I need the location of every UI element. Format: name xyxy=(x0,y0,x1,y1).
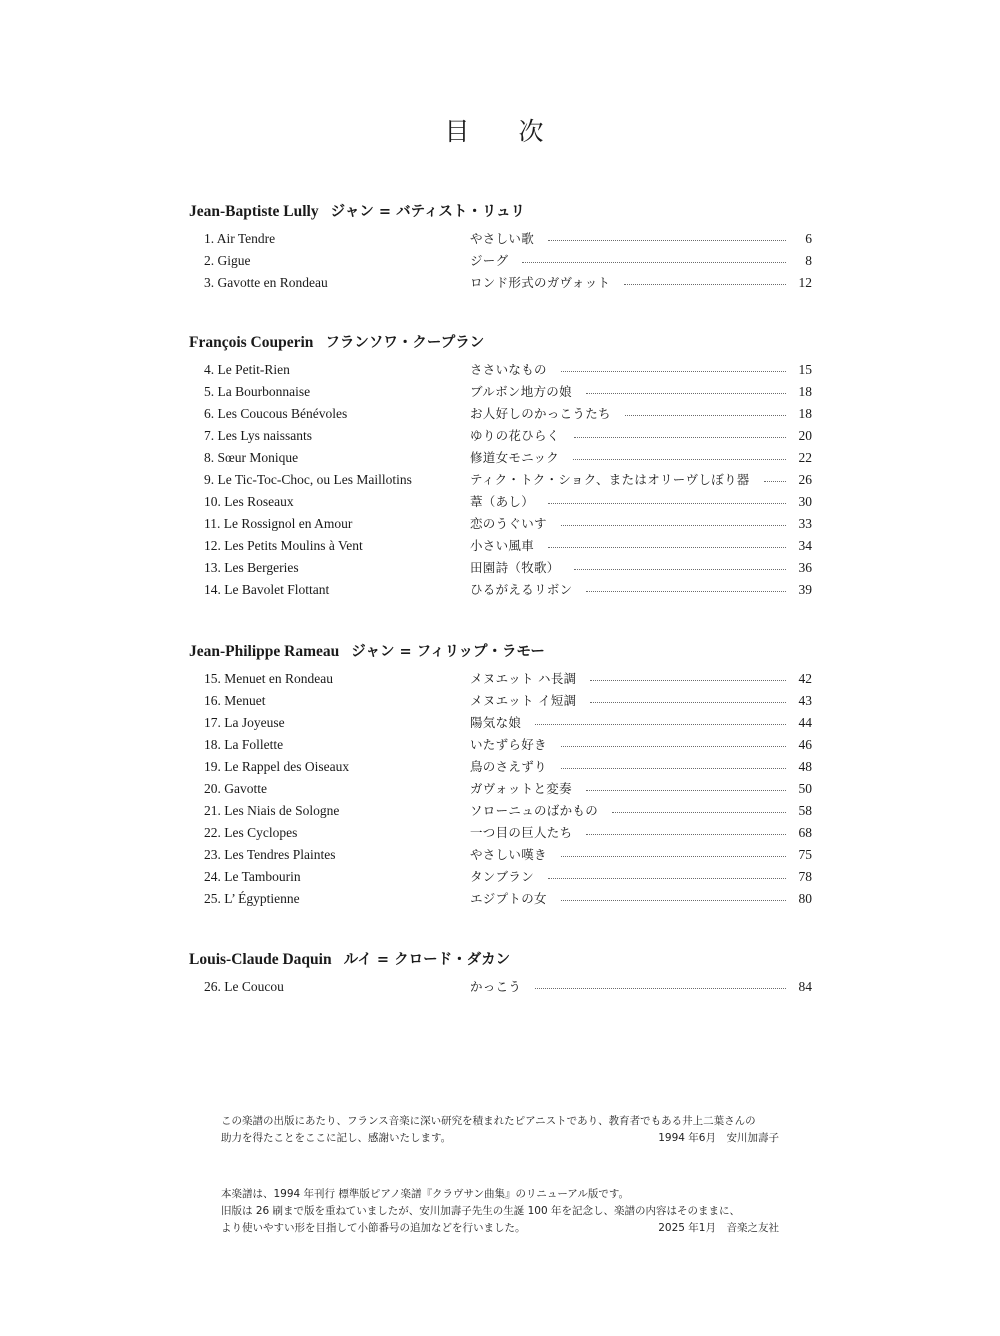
toc-entry xyxy=(189,866,814,888)
piece-title-french: 22. Les Cyclopes xyxy=(204,825,298,840)
page-number: 46 xyxy=(798,737,812,752)
piece-title-japanese: メヌエット ハ長調 xyxy=(470,671,577,686)
acknowledgement-line-2: 助力を得たことをここに記し、感謝いたします。 xyxy=(221,1132,452,1144)
piece-title-japanese: ひるがえるリボン xyxy=(470,582,573,597)
piece-title-french: 13. Les Bergeries xyxy=(204,560,299,575)
dotted-leader xyxy=(561,856,786,857)
piece-title-french: 25. L’ Égyptienne xyxy=(204,891,300,906)
piece-title-french: 12. Les Petits Moulins à Vent xyxy=(204,538,363,553)
piece-title-japanese: ブルボン地方の娘 xyxy=(470,384,572,399)
composer-name-japanese: ルイ = クロード・ダカン xyxy=(343,952,511,968)
page-number: 75 xyxy=(798,847,812,862)
piece-title-japanese: 葦（あし） xyxy=(470,494,535,509)
composer-heading xyxy=(189,640,814,664)
piece-title-japanese: ジーグ xyxy=(470,253,509,268)
piece-title-japanese: 一つ目の巨人たち xyxy=(470,825,573,840)
toc-entry xyxy=(189,381,814,403)
page-number: 39 xyxy=(798,582,812,597)
toc-entry xyxy=(189,403,814,425)
piece-title-french: 24. Le Tambourin xyxy=(204,869,301,884)
page-number: 20 xyxy=(798,428,812,443)
piece-title-french: 1. Air Tendre xyxy=(204,231,276,246)
page-number: 44 xyxy=(798,715,812,730)
toc-entry xyxy=(189,579,814,601)
piece-title-french: 20. Gavotte xyxy=(204,781,267,796)
piece-title-japanese: いたずら好き xyxy=(470,737,547,752)
dotted-leader xyxy=(574,437,786,438)
piece-title-french: 7. Les Lys naissants xyxy=(204,428,312,443)
piece-title-french: 2. Gigue xyxy=(204,253,251,268)
piece-title-japanese: タンブラン xyxy=(470,869,535,884)
page-number: 48 xyxy=(798,759,812,774)
dotted-leader xyxy=(522,262,786,263)
page-number: 36 xyxy=(798,560,812,575)
page-number: 34 xyxy=(798,538,812,553)
piece-title-french: 3. Gavotte en Rondeau xyxy=(204,275,328,290)
piece-title-japanese: ロンド形式のガヴォット xyxy=(470,275,611,290)
piece-title-french: 6. Les Coucous Bénévoles xyxy=(204,406,348,421)
dotted-leader xyxy=(535,724,786,725)
dotted-leader xyxy=(548,878,786,879)
toc-entry xyxy=(189,778,814,800)
toc-entry xyxy=(189,491,814,513)
page-title: 目 次 xyxy=(444,117,556,146)
page-number: 18 xyxy=(798,384,812,399)
composer-name-latin: Louis-Claude Daquin xyxy=(189,951,332,968)
piece-title-japanese: ガヴォットと変奏 xyxy=(470,781,572,796)
piece-title-japanese: 修道女モニック xyxy=(470,450,560,465)
page-number: 6 xyxy=(805,231,812,246)
composer-section xyxy=(189,331,814,601)
piece-title-japanese: エジプトの女 xyxy=(470,891,547,906)
page-number: 68 xyxy=(798,825,812,840)
piece-title-french: 5. La Bourbonnaise xyxy=(204,384,311,399)
dotted-leader xyxy=(586,591,786,592)
piece-title-french: 21. Les Niais de Sologne xyxy=(204,803,340,818)
dotted-leader xyxy=(586,393,786,394)
piece-title-french: 14. Le Bavolet Flottant xyxy=(204,582,330,597)
dotted-leader xyxy=(561,900,786,901)
toc-entry xyxy=(189,888,814,910)
toc-entry xyxy=(189,690,814,712)
dotted-leader xyxy=(612,812,786,813)
composer-name-latin: Jean-Baptiste Lully xyxy=(189,203,319,220)
piece-title-french: 9. Le Tic-Toc-Choc, ou Les Maillotins xyxy=(204,472,412,487)
page-number: 58 xyxy=(798,803,812,818)
dotted-leader xyxy=(535,988,786,989)
composer-name-japanese: フランソワ・クープラン xyxy=(325,335,485,351)
composer-section xyxy=(189,200,814,294)
toc-entry xyxy=(189,513,814,535)
edition-note-line-2: 旧版は 26 刷まで版を重ねていましたが、安川加壽子先生の生誕 100 年を記念し、楽譜の内容はそのままに、 xyxy=(221,1205,740,1217)
composer-section xyxy=(189,948,814,998)
composer-heading xyxy=(189,200,814,224)
toc-entry xyxy=(189,228,814,250)
acknowledgement-note xyxy=(221,1113,779,1147)
dotted-leader xyxy=(561,746,786,747)
dotted-leader xyxy=(573,459,786,460)
page-number: 8 xyxy=(805,253,812,268)
toc-entry xyxy=(189,535,814,557)
toc-entry xyxy=(189,712,814,734)
piece-title-japanese: ささいなもの xyxy=(470,362,547,377)
composer-name-latin: François Couperin xyxy=(189,334,314,351)
composer-heading xyxy=(189,331,814,355)
toc-entry xyxy=(189,272,814,294)
piece-title-japanese: お人好しのかっこうたち xyxy=(470,406,611,421)
piece-title-japanese: かっこう xyxy=(470,979,522,994)
toc-entry xyxy=(189,250,814,272)
piece-title-french: 18. La Follette xyxy=(204,737,284,752)
piece-title-japanese: 田園詩（牧歌） xyxy=(470,560,560,575)
toc-entry xyxy=(189,469,814,491)
dotted-leader xyxy=(561,371,786,372)
piece-title-french: 10. Les Roseaux xyxy=(204,494,294,509)
page-number: 43 xyxy=(798,693,812,708)
dotted-leader xyxy=(624,284,786,285)
composer-heading xyxy=(189,948,814,972)
page-number: 26 xyxy=(798,472,812,487)
piece-title-japanese: ゆりの花ひらく xyxy=(470,428,560,443)
acknowledgement-signature: 1994 年6月 安川加壽子 xyxy=(658,1132,779,1144)
piece-title-french: 11. Le Rossignol en Amour xyxy=(204,516,353,531)
toc-entry xyxy=(189,447,814,469)
piece-title-japanese: やさしい歌 xyxy=(470,231,535,246)
dotted-leader xyxy=(548,503,786,504)
composer-name-latin: Jean-Philippe Rameau xyxy=(189,643,340,660)
toc-entry xyxy=(189,800,814,822)
composer-name-japanese: ジャン = フィリップ・ラモー xyxy=(351,644,545,660)
dotted-leader xyxy=(590,702,786,703)
toc-entry xyxy=(189,557,814,579)
page-number: 15 xyxy=(798,362,812,377)
piece-title-french: 16. Menuet xyxy=(204,693,266,708)
composer-section xyxy=(189,640,814,910)
page-number: 22 xyxy=(798,450,812,465)
page-number: 84 xyxy=(798,979,812,994)
piece-title-french: 8. Sœur Monique xyxy=(204,450,299,465)
piece-title-japanese: 恋のうぐいす xyxy=(470,516,547,531)
page-number: 12 xyxy=(798,275,812,290)
edition-note xyxy=(221,1186,779,1237)
dotted-leader xyxy=(548,547,786,548)
piece-title-japanese: 小さい風車 xyxy=(470,538,535,553)
toc-entry xyxy=(189,756,814,778)
composer-name-japanese: ジャン = バティスト・リュリ xyxy=(330,204,525,220)
page-number: 33 xyxy=(798,516,812,531)
acknowledgement-line-1: この楽譜の出版にあたり、フランス音楽に深い研究を積まれたピアニストであり、教育者でもある井上二葉さんの xyxy=(221,1115,756,1127)
dotted-leader xyxy=(625,415,786,416)
toc-entry xyxy=(189,844,814,866)
toc-entry xyxy=(189,976,814,998)
dotted-leader xyxy=(586,834,786,835)
edition-note-line-3: より使いやすい形を目指して小節番号の追加などを行いました。 xyxy=(221,1222,526,1234)
piece-title-french: 23. Les Tendres Plaintes xyxy=(204,847,336,862)
piece-title-japanese: 陽気な娘 xyxy=(470,715,522,730)
dotted-leader xyxy=(574,569,786,570)
piece-title-japanese: ティク・トク・ショク、またはオリーヴしぼり器 xyxy=(470,472,750,487)
piece-title-french: 19. Le Rappel des Oiseaux xyxy=(204,759,350,774)
piece-title-french: 15. Menuet en Rondeau xyxy=(204,671,333,686)
dotted-leader xyxy=(548,240,786,241)
toc-entry xyxy=(189,822,814,844)
page-number: 18 xyxy=(798,406,812,421)
dotted-leader xyxy=(586,790,786,791)
page-number: 78 xyxy=(798,869,812,884)
toc-entry xyxy=(189,359,814,381)
dotted-leader xyxy=(764,481,786,482)
toc-entry xyxy=(189,668,814,690)
page-number: 30 xyxy=(798,494,812,509)
piece-title-japanese: やさしい嘆き xyxy=(470,847,547,862)
page-number: 80 xyxy=(798,891,812,906)
piece-title-japanese: メヌエット イ短調 xyxy=(470,693,577,708)
edition-note-signature: 2025 年1月 音楽之友社 xyxy=(658,1222,779,1234)
page-number: 50 xyxy=(798,781,812,796)
piece-title-french: 26. Le Coucou xyxy=(204,979,284,994)
piece-title-french: 4. Le Petit-Rien xyxy=(204,362,290,377)
piece-title-french: 17. La Joyeuse xyxy=(204,715,285,730)
dotted-leader xyxy=(590,680,786,681)
toc-entry xyxy=(189,425,814,447)
toc-entry xyxy=(189,734,814,756)
edition-note-line-1: 本楽譜は、1994 年刊行 標準版ピアノ楽譜『クラヴサン曲集』のリニューアル版です。 xyxy=(221,1188,630,1200)
dotted-leader xyxy=(561,768,786,769)
piece-title-japanese: 鳥のさえずり xyxy=(470,759,547,774)
piece-title-japanese: ソローニュのばかもの xyxy=(470,803,599,818)
page-number: 42 xyxy=(798,671,812,686)
dotted-leader xyxy=(561,525,786,526)
